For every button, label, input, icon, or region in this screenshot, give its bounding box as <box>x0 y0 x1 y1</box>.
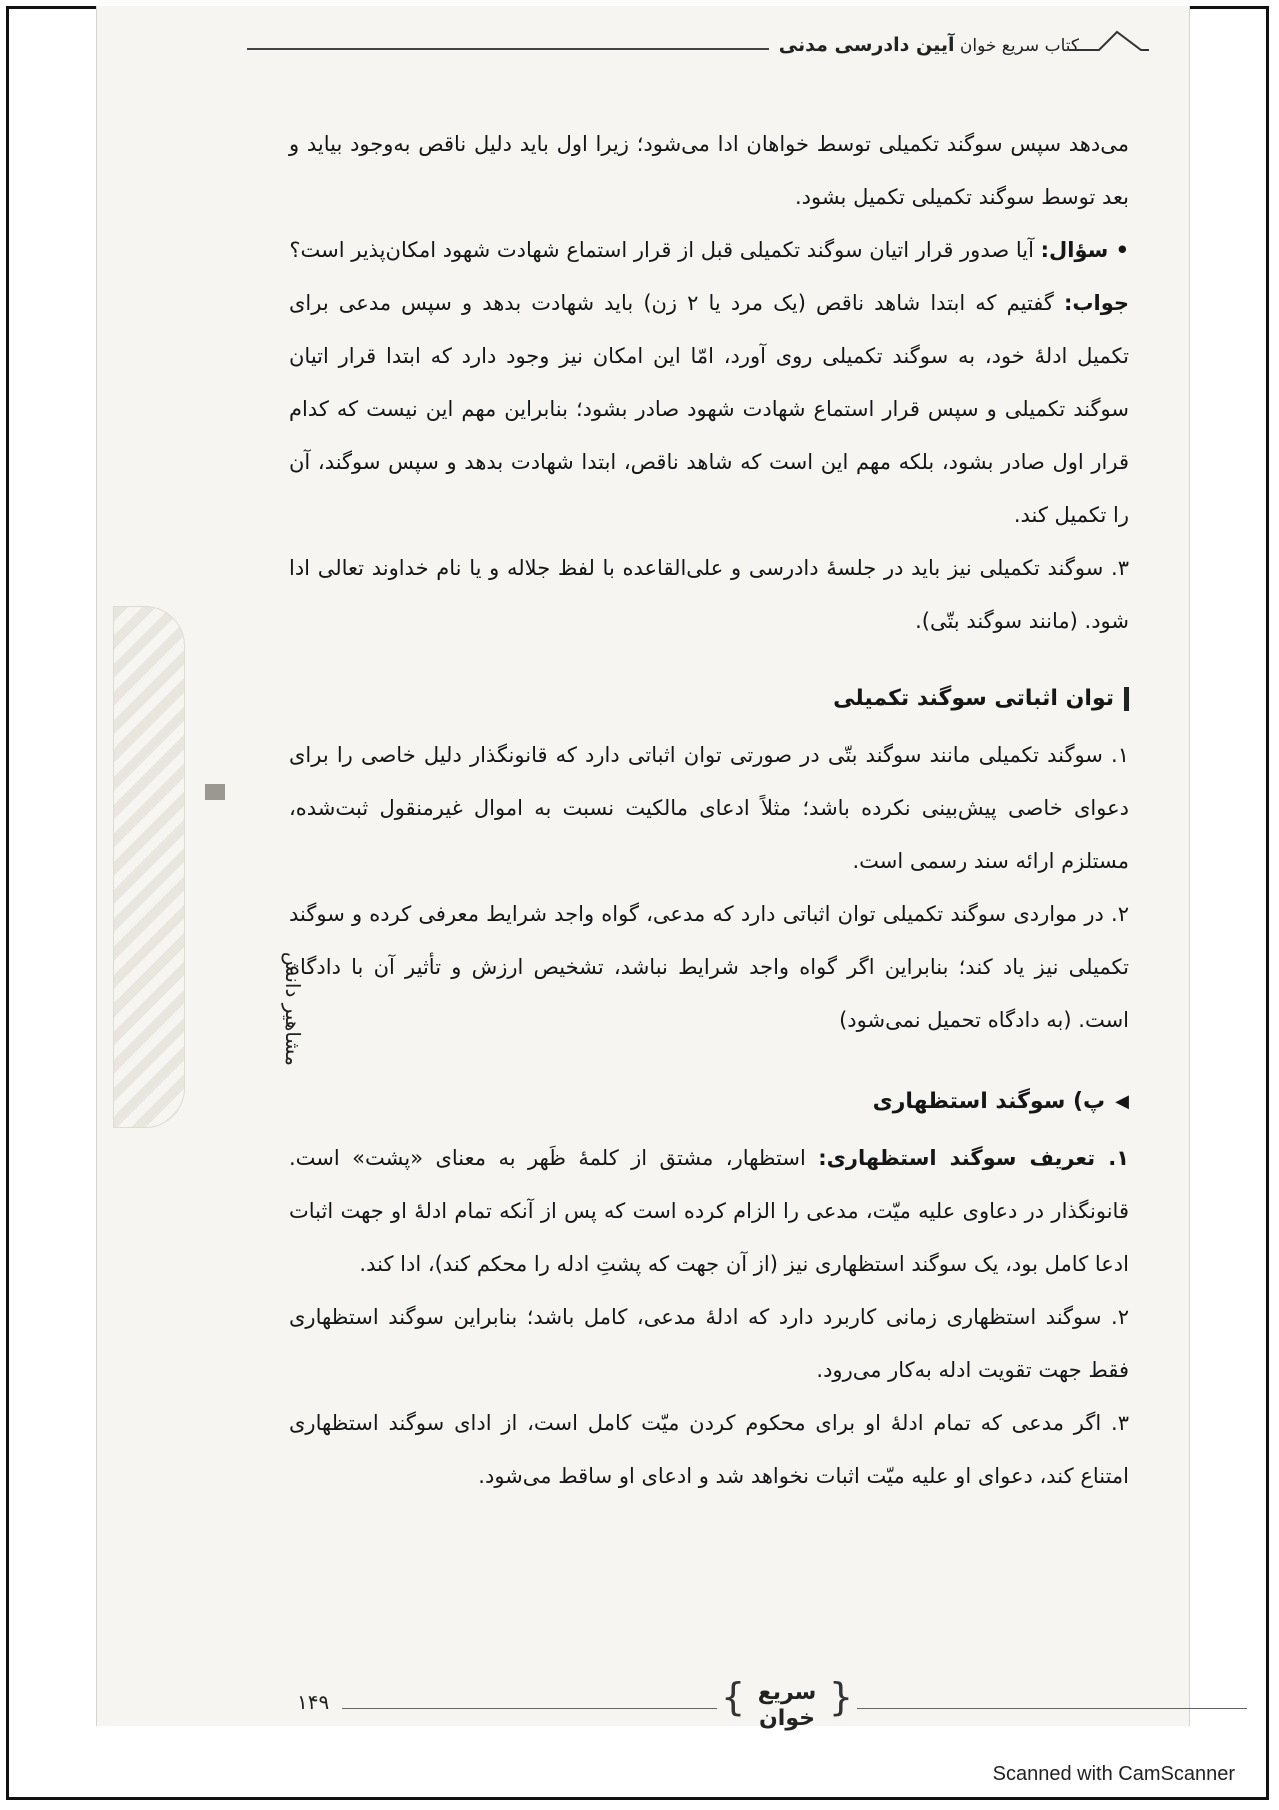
page-footer <box>247 1675 1149 1750</box>
header-series: کتاب سریع خوان <box>959 36 1079 56</box>
list-item: ۳. اگر مدعی که تمام ادلهٔ او برای محکوم کردن میّت کامل است، از ادای سوگند استظهاری امتناع کند، دعوای او علیه میّت اثبات نخواهد شد و ادعای او ساقط می‌شود. <box>289 1411 1129 1488</box>
header-book-title: آیین دادرسی مدنی <box>778 34 955 56</box>
paragraph-answer: جواب: گفتیم که ابتدا شاهد ناقص (یک مرد یا ۲ زن) باید شهادت بدهد و سپس مدعی برای تکمیل ادلهٔ خود، به سوگند تکمیلی روی آورد، امّا این امکان نیز وجود دارد که ابتدا قرار اتیان سوگند تکمیلی و سپس قرار استماع شهادت شهود صادر بشود؛ بنابراین مهم این نیست که کدام قرار اول صادر بشود، بلکه مهم این است که شاهد ناقص، ابتدا شهادت بدهد و سپس سوگند، آن را تکمیل کند. <box>289 291 1129 527</box>
footer-rule-left <box>342 1708 717 1709</box>
book-page <box>96 6 1190 1731</box>
list-item: ۱. سوگند تکمیلی مانند سوگند بتّی در صورتی توان اثباتی دارد که قانونگذار دلیل خاصی را برای دعوای خاصی پیش‌بینی نکرده باشد؛ مثلاً ادعای مالکیت نسبت به اموال غیرمنقول ثبت‌شده، مستلزم ارائه سند رسمی است. <box>289 743 1129 873</box>
side-tab-icon <box>205 784 225 800</box>
list-item: ۲. سوگند استظهاری زمانی کاربرد دارد که ادلهٔ مدعی، کامل باشد؛ بنابراین سوگند استظهاری فقط جهت تقویت ادله به‌کار می‌رود. <box>289 1305 1129 1382</box>
section-heading: ◀ پ) سوگند استظهاری <box>289 1075 1129 1128</box>
footer-rule-right <box>857 1708 1247 1709</box>
paragraph: ۳. سوگند تکمیلی نیز باید در جلسهٔ دادرسی و علی‌القاعده با لفظ جلاله و یا نام خداوند تعالی ادا شود. (مانند سوگند بتّی). <box>289 556 1129 633</box>
header-peak-ornament <box>1069 28 1149 68</box>
list-item: ۲. در مواردی سوگند تکمیلی توان اثباتی دارد که مدعی، گواه واجد شرایط معرفی کرده و سوگند تکمیلی نیز یاد کند؛ بنابراین اگر گواه واجد شرایط نباشد، تشخیص ارزش و تأثیر آن با دادگاه است. (به دادگاه تحمیل نمی‌شود) <box>289 902 1129 1032</box>
running-header <box>247 28 1149 72</box>
list-item: ۱. تعریف سوگند استظهاری: استظهار، مشتق از کلمهٔ ظَهر به معنای «پشت» است. قانونگذار در دعاوی علیه میّت، مدعی را الزام کرده است که پس از آنکه تمام ادلهٔ او جهت اثبات ادعا کامل بود، یک سوگند استظهاری نیز (از آن جهت که پشتِ ادله را محکم کند)، ادا کند. <box>289 1146 1130 1276</box>
section-heading: توان اثباتی سوگند تکمیلی <box>289 672 1129 725</box>
paragraph: می‌دهد سپس سوگند تکمیلی توسط خواهان ادا می‌شود؛ زیرا اول باید دلیل ناقص به‌وجود بیاید و بعد توسط سوگند تکمیلی تکمیل بشود. <box>289 132 1129 209</box>
paragraph-question: • سؤال: آیا صدور قرار اتیان سوگند تکمیلی قبل از قرار استماع شهادت شهود امکان‌پذیر است؟ <box>289 238 1129 262</box>
side-tab-label: مشاهیر دانش <box>281 951 305 1066</box>
page-body <box>289 118 1129 1503</box>
page-number: ۱۴۹ <box>297 1690 330 1714</box>
heading-bar-icon <box>1124 687 1129 711</box>
publisher-logo: { سریع خوان } <box>721 1675 853 1731</box>
header-title <box>769 34 1089 56</box>
triangle-marker-icon: ◀ <box>1115 1091 1129 1112</box>
scanner-watermark: Scanned with CamScanner <box>992 1763 1235 1785</box>
